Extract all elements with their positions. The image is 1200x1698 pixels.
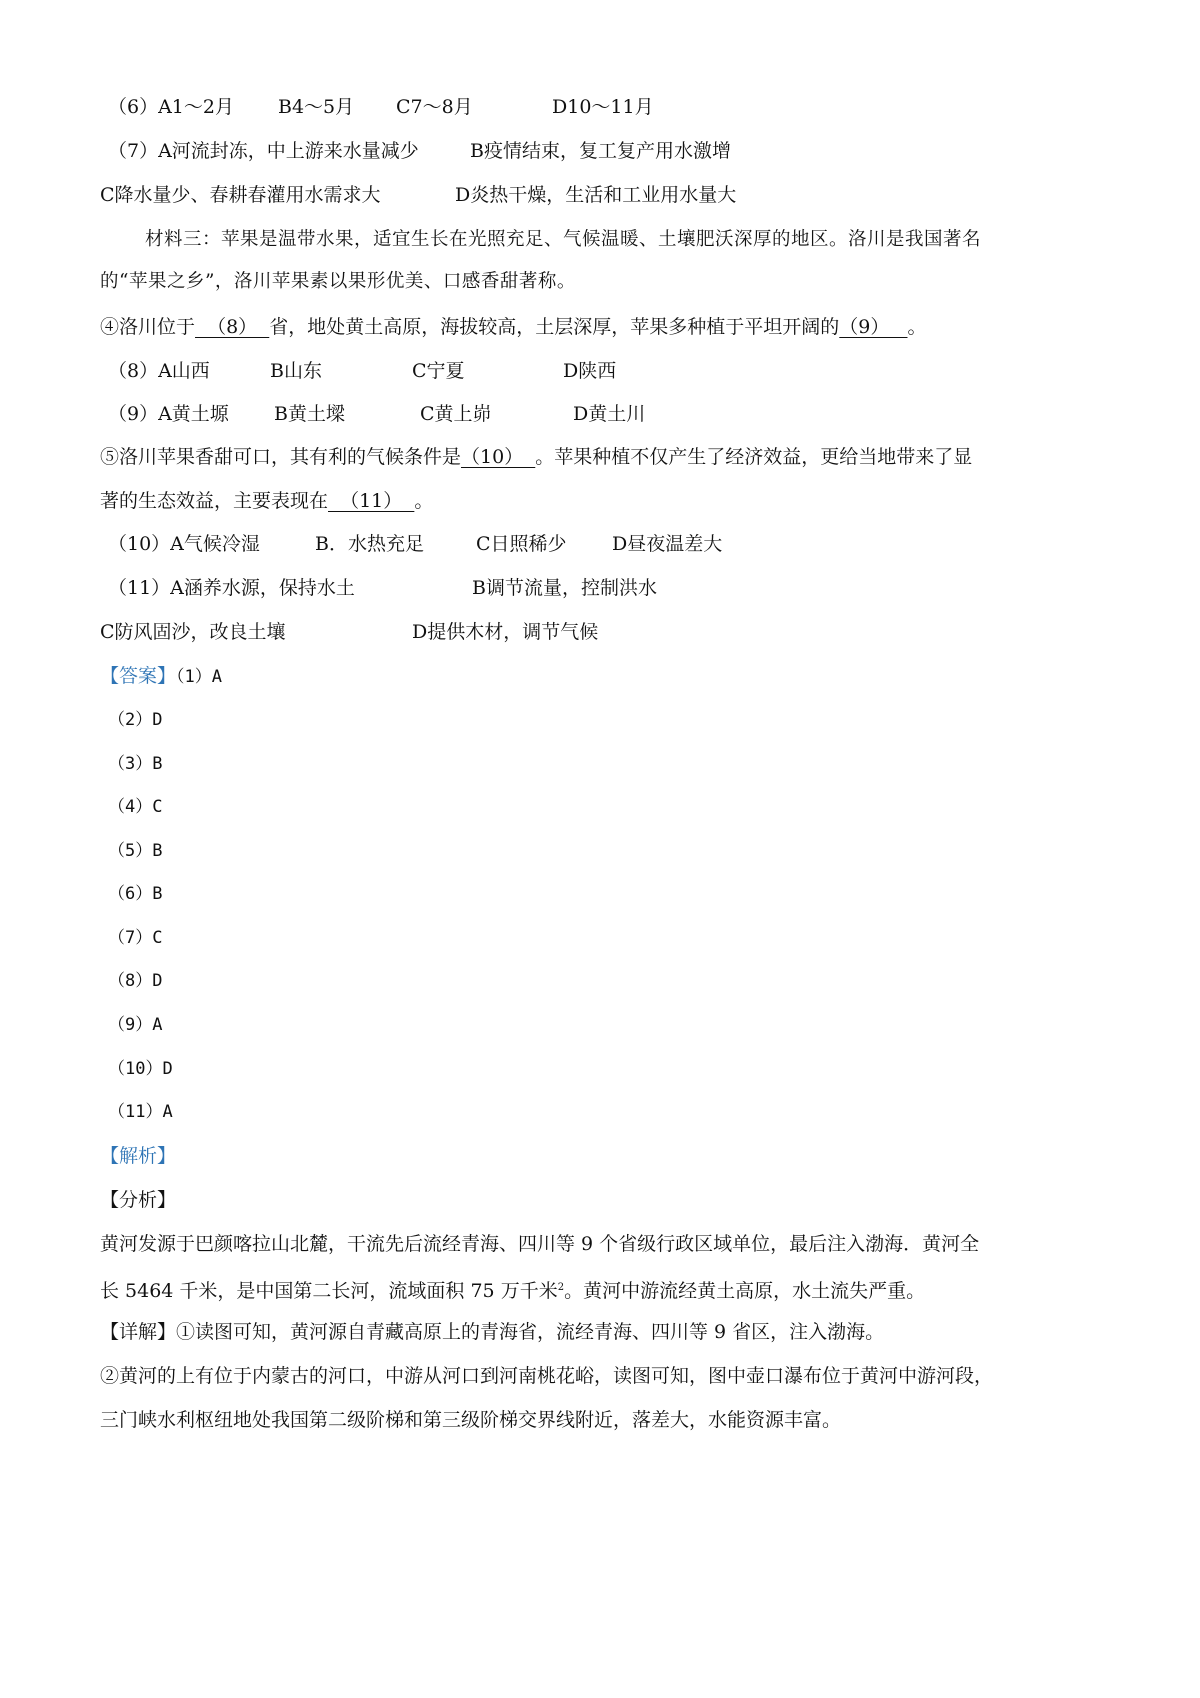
question-9-option-b: B黄土墚 — [274, 403, 345, 425]
answer-item: （11）A — [108, 1102, 173, 1122]
answer-item: （4）C — [108, 797, 163, 817]
question-9-option-d: D黄土川 — [573, 403, 646, 425]
stem-4-prefix: ④洛川位于 — [100, 316, 196, 338]
stem-5-end: 。 — [414, 490, 434, 512]
analysis-paragraph-2 — [100, 1274, 925, 1305]
analysis-paragraph-4: 三门峡水利枢纽地处我国第二级阶梯和第三级阶梯交界线附近，落差大，水能资源丰富。 — [100, 1409, 842, 1431]
question-7-option-c: C降水量少、春耕春灌用水需求大 — [100, 184, 381, 206]
question-stem-5-line-1 — [100, 443, 972, 471]
stem-5-middle: 。苹果种植不仅产生了经济效益，更给当地带来了显 — [535, 446, 973, 468]
answer-item: （5）B — [108, 841, 163, 861]
answer-item: （8）D — [108, 971, 163, 991]
question-11-option-c: C防风固沙，改良土壤 — [100, 621, 286, 643]
answer-block-first-line — [100, 662, 222, 691]
analysis-subheader: 【分析】 — [100, 1189, 177, 1211]
superscript-2: 2 — [557, 1282, 565, 1293]
analysis-paragraph-2-tail: 。黄河中游流经黄土高原，水土流失严重。 — [564, 1280, 926, 1302]
question-6-option-c: C7～8月 — [396, 96, 473, 118]
question-10-option-a: （10）A气候冷湿 — [108, 533, 260, 555]
answer-item: （1）A — [176, 667, 222, 687]
material-3-line-1: 材料三：苹果是温带水果，适宜生长在光照充足、气候温暖、土壤肥沃深厚的地区。洛川是我国著名 — [145, 229, 982, 250]
detail-text: ①读图可知，黄河源自青藏高原上的青海省，流经青海、四川等 9 省区，注入渤海。 — [176, 1321, 885, 1343]
stem-5-prefix: ⑤洛川苹果香甜可口，其有利的气候条件是 — [100, 446, 462, 468]
answer-item: （3）B — [108, 754, 163, 774]
question-11-option-b: B调节流量，控制洪水 — [472, 577, 657, 599]
blank-11: （11） — [328, 490, 415, 512]
blank-8: （8） — [195, 316, 270, 338]
material-3-line-2: 的“苹果之乡”，洛川苹果素以果形优美、口感香甜著称。 — [100, 271, 576, 292]
question-11-option-a: （11）A涵养水源，保持水土 — [108, 577, 355, 599]
question-7-option-b: B疫情结束，复工复产用水激增 — [470, 140, 731, 162]
stem-5-line-2-prefix: 著的生态效益，主要表现在 — [100, 490, 329, 512]
analysis-paragraph-3: ②黄河的上有位于内蒙古的河口，中游从河口到河南桃花峪，读图可知，图中壶口瀑布位于黄河中游河段， — [100, 1365, 994, 1387]
analysis-paragraph-1: 黄河发源于巴颜喀拉山北麓，干流先后流经青海、四川等 9 个省级行政区域单位，最后注入渤海．黄河全 — [100, 1233, 980, 1255]
answer-item: （2）D — [108, 710, 163, 730]
question-10-option-d: D昼夜温差大 — [612, 533, 723, 555]
question-6-option-b: B4～5月 — [278, 96, 355, 118]
answer-header: 【答案】 — [100, 665, 177, 687]
analysis-paragraph-2-text: 长 5464 千米，是中国第二长河，流域面积 75 万千米 — [100, 1280, 558, 1302]
question-6-option-a: （6）A1～2月 — [108, 96, 234, 118]
question-9-option-a: （9）A黄土塬 — [108, 403, 229, 425]
question-8-option-a: （8）A山西 — [108, 360, 210, 382]
answer-item: （7）C — [108, 928, 163, 948]
question-7-option-a: （7）A河流封冻，中上游来水量减少 — [108, 140, 419, 162]
question-stem-5-line-2 — [100, 487, 433, 515]
question-8-option-b: B山东 — [270, 360, 322, 382]
detail-header: 【详解】 — [100, 1321, 177, 1343]
question-6-option-d: D10～11月 — [552, 96, 654, 118]
analysis-header: 【解析】 — [100, 1145, 177, 1167]
question-7-option-d: D炎热干燥，生活和工业用水量大 — [455, 184, 737, 206]
answer-item: （6）B — [108, 884, 163, 904]
question-8-option-d: D陕西 — [563, 360, 617, 382]
question-10-option-b: B．水热充足 — [315, 533, 424, 555]
answer-item: （10）D — [108, 1059, 173, 1079]
blank-10: （10） — [461, 446, 536, 468]
question-9-option-c: C黄上峁 — [420, 403, 492, 425]
stem-4-end: 。 — [907, 316, 927, 338]
question-11-option-d: D提供木材，调节气候 — [412, 621, 599, 643]
stem-4-middle: 省，地处黄土高原，海拔较高，土层深厚，苹果多种植于平坦开阔的 — [269, 316, 840, 338]
detail-line — [100, 1318, 884, 1346]
blank-9: （9） — [839, 316, 908, 338]
answer-item: （9）A — [108, 1015, 163, 1035]
question-8-option-c: C宁夏 — [412, 360, 465, 382]
question-stem-4 — [100, 313, 927, 341]
question-10-option-c: C日照稀少 — [476, 533, 567, 555]
